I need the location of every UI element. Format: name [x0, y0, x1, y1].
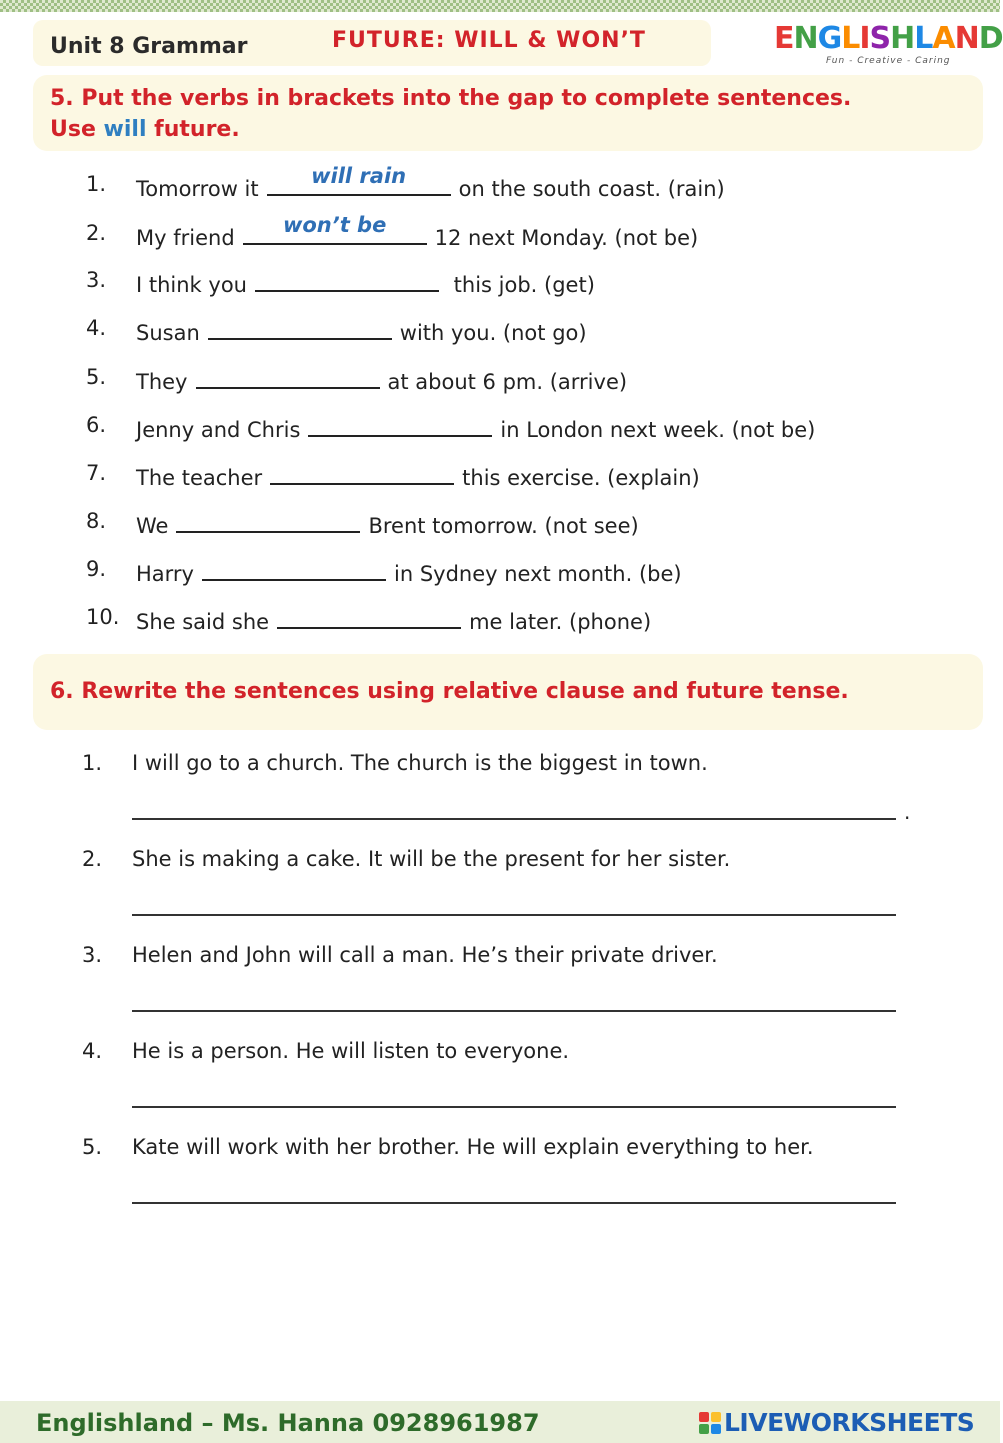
logo-letter: D: [978, 21, 1003, 56]
instruction-text: Use: [50, 117, 104, 142]
sentence-end: in London next week. (not be): [500, 418, 816, 442]
unit-label: Unit 8 Grammar: [50, 34, 248, 59]
answer-blank[interactable]: [277, 605, 461, 629]
exercise-number: 4.: [86, 316, 107, 340]
logo-letter: A: [932, 21, 955, 56]
instruction-text: future.: [146, 117, 240, 142]
rewrite-number: 2.: [82, 847, 103, 871]
answer-blank[interactable]: [208, 316, 392, 340]
sentence-end: in Sydney next month. (be): [394, 562, 682, 586]
rewrite-number: 3.: [82, 943, 103, 967]
answer-blank[interactable]: [176, 509, 360, 533]
exercise-sentence: [136, 509, 639, 538]
exercise-number: 7.: [86, 461, 107, 485]
keyword-will: will: [103, 117, 147, 142]
rewrite-sentence: Kate will work with her brother. He will explain everything to her.: [132, 1135, 814, 1159]
logo-letter: N: [793, 21, 818, 56]
answer-line[interactable]: [132, 914, 896, 916]
footer-contact: Englishland – Ms. Hanna 0928961987: [36, 1409, 540, 1437]
logo-letter: I: [859, 21, 870, 56]
answer-blank[interactable]: [243, 213, 427, 245]
rewrite-sentence: Helen and John will call a man. He’s their private driver.: [132, 943, 718, 967]
sentence-end: with you. (not go): [399, 321, 587, 345]
rewrite-sentence: I will go to a church. The church is the biggest in town.: [132, 751, 708, 775]
sentence-end: Brent tomorrow. (not see): [368, 514, 639, 538]
liveworksheets-icon-square: [711, 1412, 721, 1422]
sentence-end: this job. (get): [446, 273, 595, 297]
answer-blank[interactable]: [255, 268, 439, 292]
exercise-sentence: [136, 365, 627, 394]
sentence-start: She said she: [136, 610, 270, 634]
answer-line[interactable]: [132, 818, 896, 820]
answer-line[interactable]: [132, 1106, 896, 1108]
exercise-number: 2.: [86, 221, 107, 245]
exercise-number: 6.: [86, 413, 107, 437]
sentence-start: My friend: [136, 226, 235, 250]
rewrite-number: 5.: [82, 1135, 103, 1159]
sentence-start: Jenny and Chris: [136, 418, 301, 442]
rewrite-number: 4.: [82, 1039, 103, 1063]
section5-instruction-line1: 5. Put the verbs in brackets into the gap to complete sentences.: [50, 86, 852, 111]
answer-line[interactable]: [132, 1202, 896, 1204]
logo-letter: H: [890, 21, 915, 56]
exercise-sentence: [136, 557, 682, 586]
page-title: FUTURE: WILL & WON’T: [332, 28, 646, 53]
exercise-number: 8.: [86, 509, 107, 533]
answer-blank[interactable]: [196, 365, 380, 389]
section6-instruction: 6. Rewrite the sentences using relative clause and future tense.: [50, 679, 849, 704]
end-mark: .: [904, 800, 911, 824]
exercise-sentence: [136, 268, 595, 297]
exercise-sentence: [136, 461, 700, 490]
sentence-end: on the south coast. (rain): [458, 177, 725, 201]
answer-blank[interactable]: [202, 557, 386, 581]
logo-letter: L: [914, 21, 933, 56]
logo-letter: E: [774, 21, 794, 56]
logo-letter: S: [869, 21, 891, 56]
logo-tagline: Fun - Creative - Caring: [826, 56, 951, 66]
rewrite-sentence: He is a person. He will listen to everyone.: [132, 1039, 570, 1063]
sentence-end: 12 next Monday. (not be): [434, 226, 699, 250]
answer-blank[interactable]: [270, 461, 454, 485]
top-decorative-strip: [0, 0, 1000, 12]
exercise-sentence: [136, 164, 725, 201]
liveworksheets-icon: [699, 1412, 721, 1434]
filled-answer: won’t be: [282, 213, 387, 237]
rewrite-number: 1.: [82, 751, 103, 775]
exercise-sentence: [136, 213, 699, 250]
sentence-end: me later. (phone): [469, 610, 652, 634]
liveworksheets-logo[interactable]: [699, 1408, 974, 1437]
section5-instruction: [50, 83, 851, 145]
exercise-number: 10.: [86, 605, 120, 629]
filled-answer: will rain: [311, 164, 407, 188]
liveworksheets-icon-square: [699, 1424, 709, 1434]
sentence-start: Susan: [136, 321, 200, 345]
rewrite-sentence: She is making a cake. It will be the present for her sister.: [132, 847, 731, 871]
exercise-number: 1.: [86, 172, 107, 196]
exercise-number: 5.: [86, 365, 107, 389]
sentence-end: this exercise. (explain): [462, 466, 700, 490]
exercise-sentence: [136, 605, 651, 634]
answer-blank[interactable]: [267, 164, 451, 196]
logo-letter: L: [841, 21, 860, 56]
sentence-start: The teacher: [136, 466, 263, 490]
exercise-number: 9.: [86, 557, 107, 581]
liveworksheets-icon-square: [699, 1412, 709, 1422]
exercise-number: 3.: [86, 268, 107, 292]
section5-instruction-line2: [50, 114, 851, 145]
logo-letter: N: [954, 21, 979, 56]
sentence-start: We: [136, 514, 169, 538]
exercise-sentence: [136, 316, 587, 345]
sentence-start: Tomorrow it: [136, 177, 259, 201]
liveworksheets-icon-square: [711, 1424, 721, 1434]
englishland-logo: [774, 21, 1003, 70]
answer-blank[interactable]: [308, 413, 492, 437]
sentence-start: They: [136, 370, 188, 394]
logo-letter: G: [817, 21, 842, 56]
sentence-start: I think you: [136, 273, 247, 297]
answer-line[interactable]: [132, 1010, 896, 1012]
exercise-sentence: [136, 413, 815, 442]
liveworksheets-brand: LIVEWORKSHEETS: [724, 1408, 975, 1437]
logo-wordmark: [774, 21, 1003, 56]
sentence-start: Harry: [136, 562, 194, 586]
sentence-end: at about 6 pm. (arrive): [387, 370, 628, 394]
